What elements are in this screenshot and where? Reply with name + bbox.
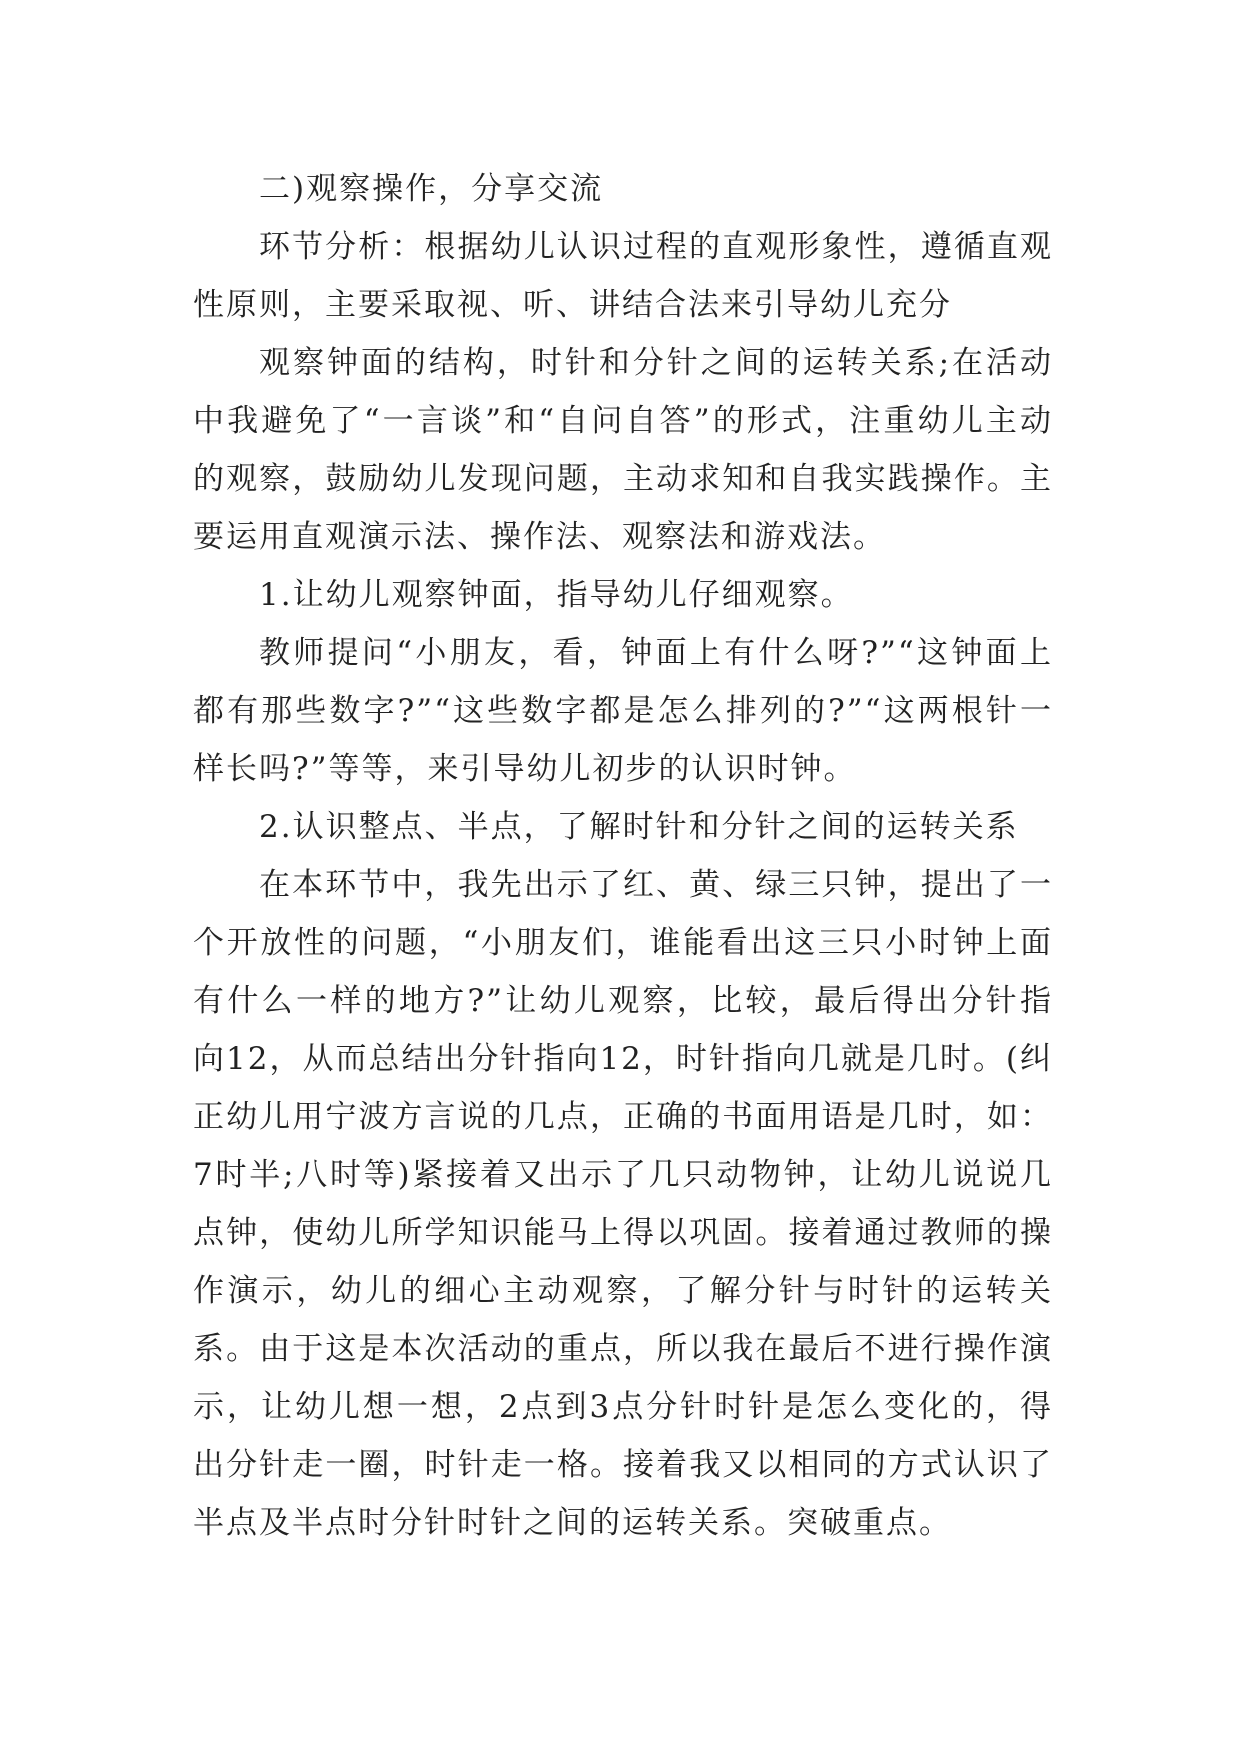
paragraph: 环节分析：根据幼儿认识过程的直观形象性，遵循直观性原则，主要采取视、听、讲结合法来引导幼儿充分 xyxy=(193,229,1053,323)
document-body xyxy=(193,160,1053,1552)
paragraph: 观察钟面的结构，时针和分针之间的运转关系;在活动中我避免了“一言谈”和“自问自答”的形式，注重幼儿主动的观察，鼓励幼儿发现问题，主动求知和自我实践操作。主要运用直观演示法、操作法、观察法和游戏法。 xyxy=(193,345,1053,555)
paragraph: 教师提问“小朋友，看，钟面上有什么呀?”“这钟面上都有那些数字?”“这些数字都是怎么排列的?”“这两根针一样长吗?”等等，来引导幼儿初步的认识时钟。 xyxy=(193,635,1053,787)
list-item-heading: 2.认识整点、半点，了解时针和分针之间的运转关系 xyxy=(259,809,1019,845)
list-item-heading: 1.让幼儿观察钟面，指导幼儿仔细观察。 xyxy=(259,577,854,613)
paragraph: 在本环节中，我先出示了红、黄、绿三只钟，提出了一个开放性的问题，“小朋友们，谁能看出这三只小时钟上面有什么一样的地方?”让幼儿观察，比较，最后得出分针指向12，从而总结出分针指向12，时针指向几就是几时。(纠正幼儿用宁波方言说的几点，正确的书面用语是几时，如：7时半;八时等)紧接着又出示了几只动物钟，让幼儿说说几点钟，使幼儿所学知识能马上得以巩固。接着通过教师的操作演示，幼儿的细心主动观察，了解分针与时针的运转关系。由于这是本次活动的重点，所以我在最后不进行操作演示，让幼儿想一想，2点到3点分针时针是怎么变化的，得出分针走一圈，时针走一格。接着我又以相同的方式认识了半点及半点时分针时针之间的运转关系。突破重点。 xyxy=(193,867,1053,1541)
section-heading: 二)观察操作，分享交流 xyxy=(259,171,604,207)
